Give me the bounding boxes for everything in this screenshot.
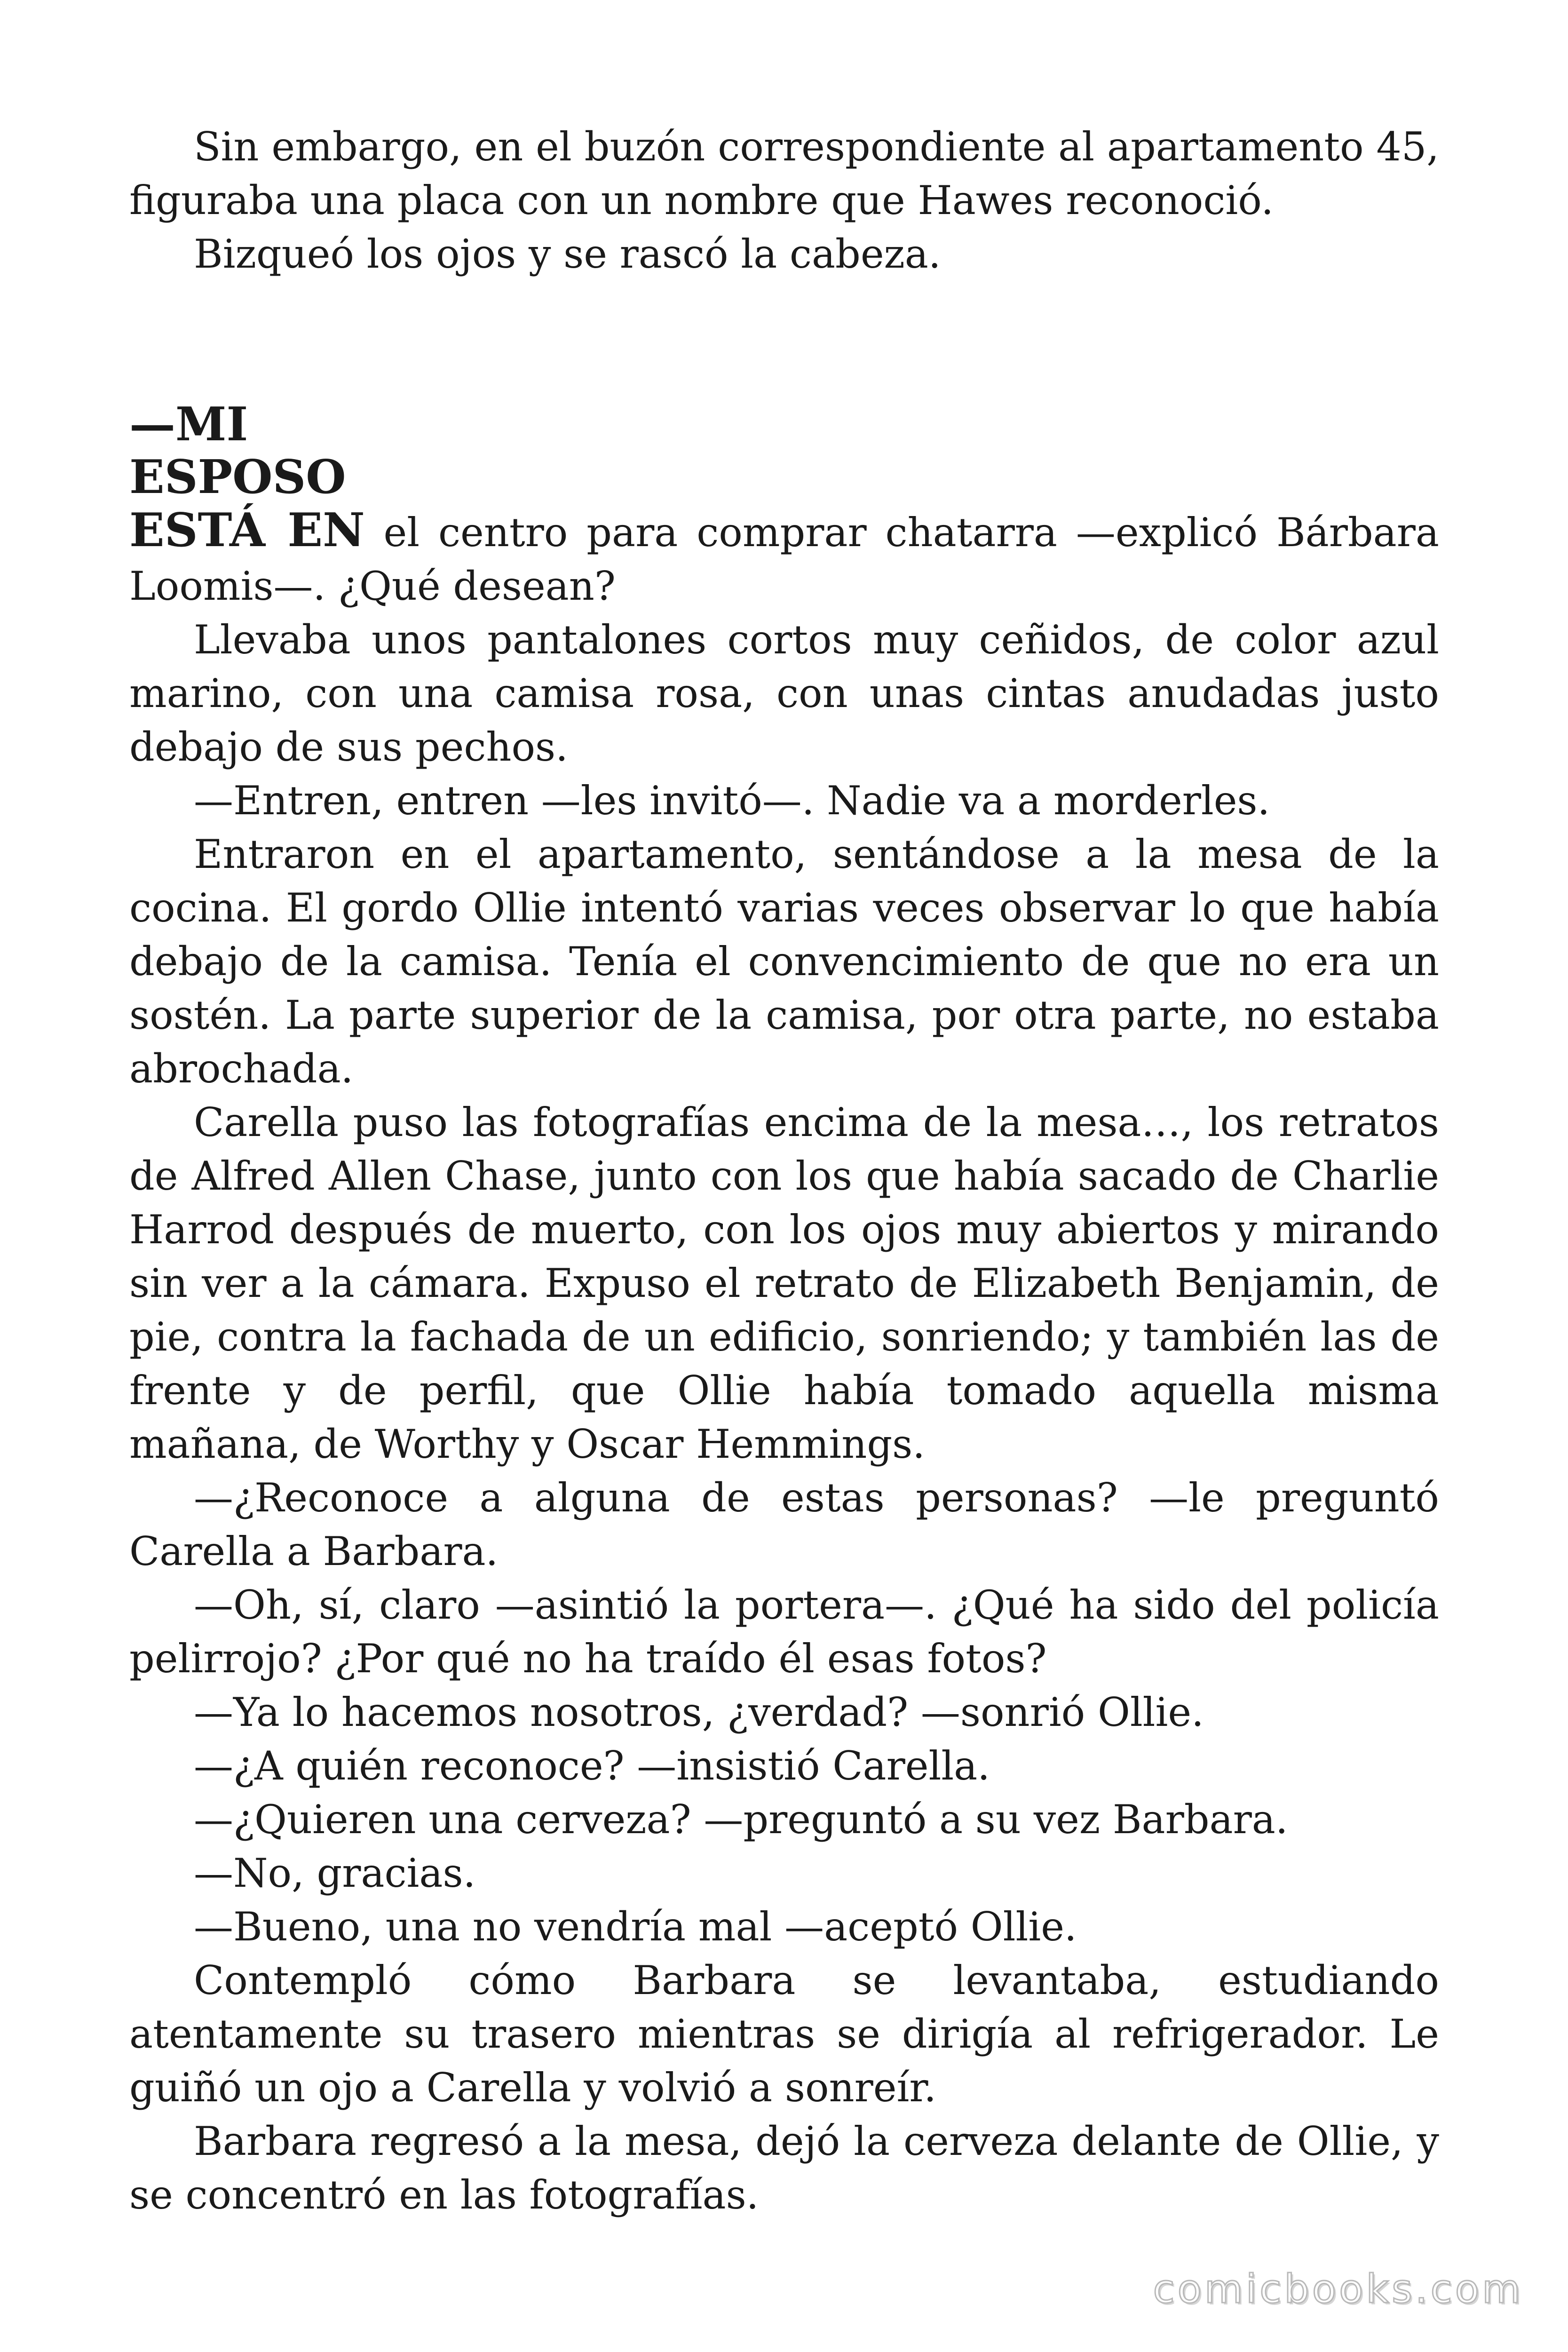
paragraph: Sin embargo, en el buzón correspondiente al apartamento 45, figuraba una placa con un nombre que Hawes reconoció.	[129, 124, 1439, 223]
paragraph: —Bueno, una no vendría mal —aceptó Ollie.	[194, 1904, 1077, 1950]
chapter-heading-line-2: ESPOSO	[129, 450, 346, 504]
paragraph: —¿Reconoce a alguna de estas personas? —le preguntó Carella a Barbara.	[129, 1475, 1439, 1574]
paragraph: Bizqueó los ojos y se rascó la cabeza.	[194, 231, 941, 277]
paragraph: —Ya lo hacemos nosotros, ¿verdad? —sonrió Ollie.	[194, 1689, 1204, 1735]
paragraph: —¿A quién reconoce? —insistió Carella.	[194, 1743, 990, 1789]
chapter-first-paragraph-text: el centro para comprar chatarra —explicó Bárbara Loomis—. ¿Qué desean?	[129, 509, 1439, 609]
chapter-first-paragraph	[129, 504, 1439, 613]
previous-section	[129, 120, 1439, 281]
paragraph: —Oh, sí, claro —asintió la portera—. ¿Qué ha sido del policía pelirrojo? ¿Por qué no ha traído él esas fotos?	[129, 1582, 1439, 1682]
paragraph: Llevaba unos pantalones cortos muy ceñidos, de color azul marino, con una camisa rosa, con unas cintas anudadas justo debajo de sus pechos.	[129, 617, 1439, 770]
text-column	[129, 120, 1439, 2222]
paragraph: —No, gracias.	[194, 1850, 476, 1896]
paragraph: Contempló cómo Barbara se levantaba, estudiando atentamente su trasero mientras se dirigía al refrigerador. Le guiñó un ojo a Carella y volvió a sonreír.	[129, 1957, 1439, 2111]
watermark: comicbooks.com	[1153, 2266, 1523, 2312]
chapter-bold-lead: ESTÁ EN	[129, 503, 365, 557]
paragraph: Carella puso las fotografías encima de la mesa…, los retratos de Alfred Allen Chase, junto con los que había sacado de Charlie Harrod después de muerto, con los ojos muy abiertos y mirando sin ver a la cámara. Expuso el retrato de Elizabeth Benjamin, de pie, contra la fachada de un edificio, sonriendo; y también las de frente y de perfil, que Ollie había tomado aquella misma mañana, de Worthy y Oscar Hemmings.	[129, 1099, 1439, 1467]
paragraph: Entraron en el apartamento, sentándose a la mesa de la cocina. El gordo Ollie intentó varias veces observar lo que había debajo de la camisa. Tenía el convencimiento de que no era un sostén. La parte superior de la camisa, por otra parte, no estaba abrochada.	[129, 831, 1439, 1092]
paragraph: —Entren, entren —les invitó—. Nadie va a morderles.	[194, 778, 1270, 824]
paragraph: Barbara regresó a la mesa, dejó la cerveza delante de Ollie, y se concentró en las fotografías.	[129, 2118, 1439, 2218]
paragraph: —¿Quieren una cerveza? —preguntó a su vez Barbara.	[194, 1796, 1288, 1843]
chapter-heading-line-1: —MI	[129, 397, 248, 452]
chapter-section	[129, 398, 1439, 2222]
